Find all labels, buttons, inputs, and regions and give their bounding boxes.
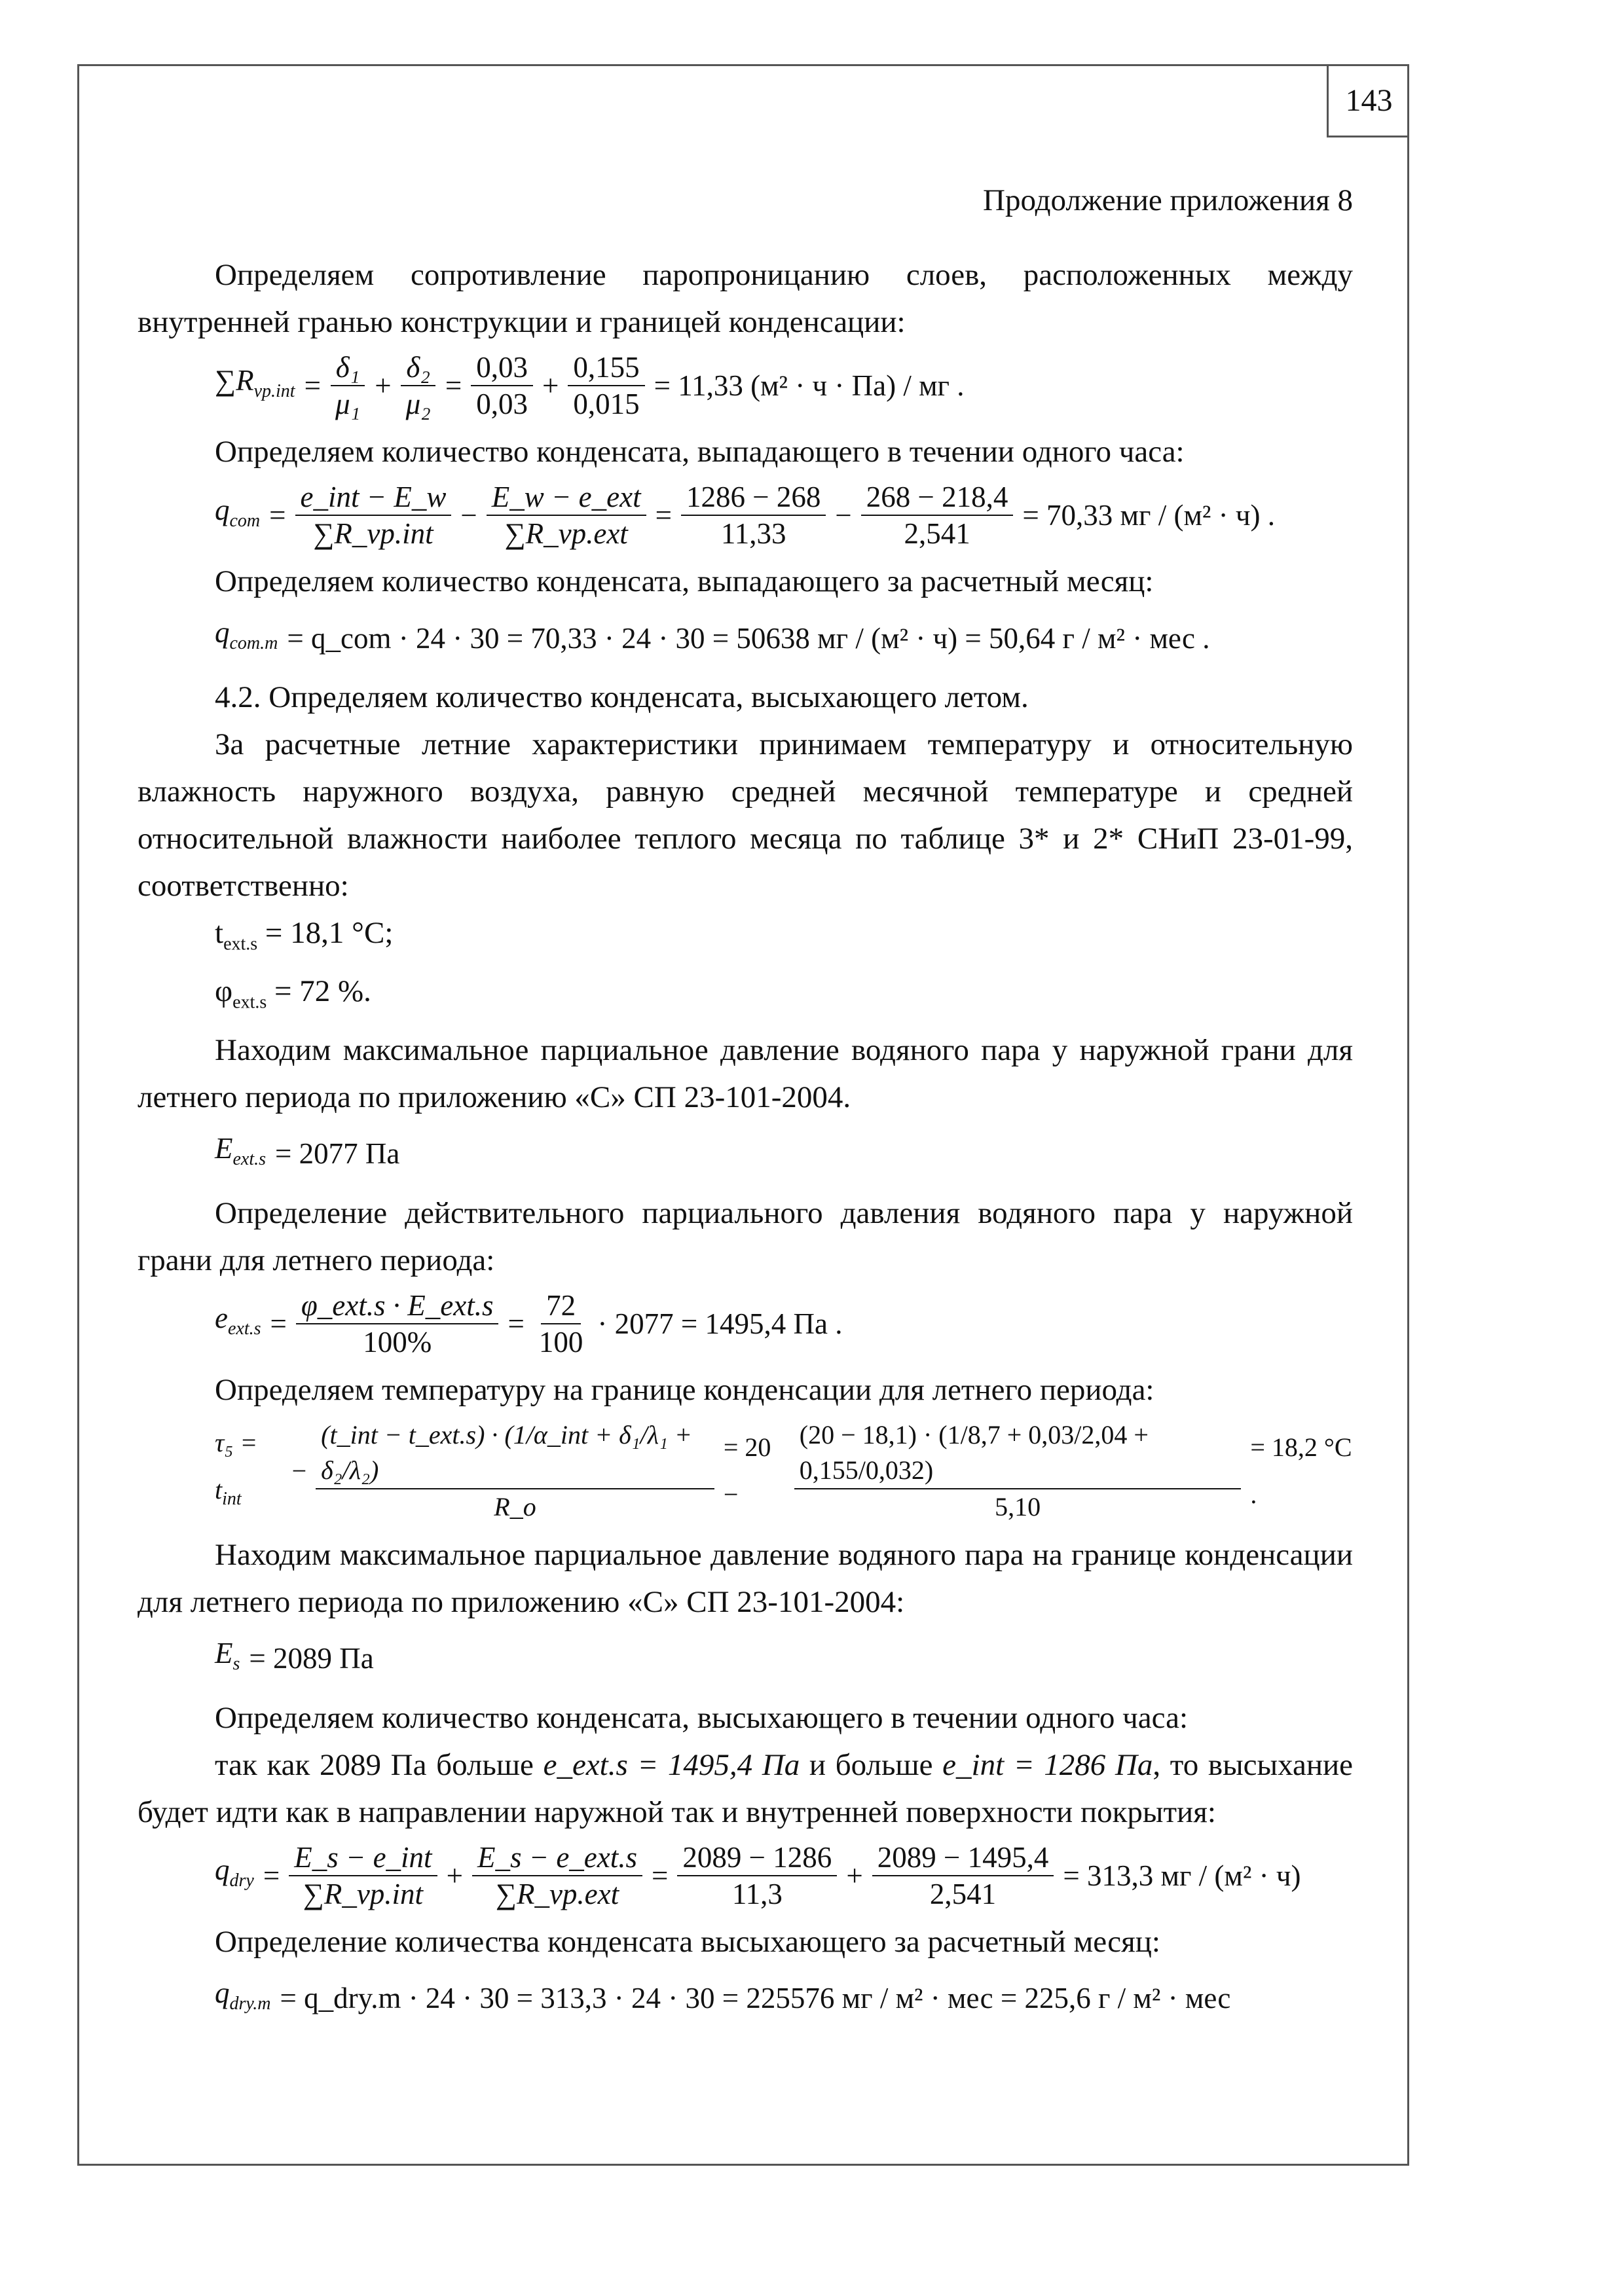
equation-tau: $\tau_5 = t_{int}$ − $\frac{\text{(t\_int − t\_ext.s) · (1/α\_int + δ₁/λ₁ + δ₂/λ₂)}}{R\_o}$ = 20 − $\frac{(20 - 18,1) \cdot (1/8,7 + 0,03/2,04 + 0,155/0,032)}{5,10}$ = 18,2 °C . xyxy=(215,1417,1353,1525)
equation-dry-month: $q_{dry.m}$ = q_dry.m · 24 · 30 = 313,3 · 24 · 30 = 225576 мг / м² · мес = 225,6 г / м² · мес xyxy=(215,1976,1231,2015)
equation-resistance: $\sum R_{vp.int}$ = $\frac{\text{δ₁}}{\text{μ₁}}$ + $\frac{\text{δ₂}}{\text{μ₂}}$ = $\frac{0,03}{0,03}$ + $\frac{0,155}{0,015}$ = 11,33 (м² · ч · Па) / мг . xyxy=(215,351,965,420)
page-content xyxy=(138,177,1353,2034)
paragraph: Определяем количество конденсата, высыхающего в течении одного часа: xyxy=(215,1700,1189,1735)
equation-condensate-hour: $q_{com}$ = $\frac{\text{e\_int − E\_w}}{\text{∑R\_vp.int}}$ − $\frac{\text{E\_w − e\_ext}}{\text{∑R\_vp.ext}}$ = $\frac{1286 - 268}{11,33}$ − $\frac{268 - 218,4}{2,541}$ = 70,33 мг / (м² · ч) . xyxy=(215,481,1276,550)
paragraph: Определяем количество конденсата, выпадающего в течении одного часа: xyxy=(215,435,1185,469)
equation-condensate-month: $q_{com.m}$ = q_com · 24 · 30 = 70,33 · 24 · 30 = 50638 мг / (м² · ч) = 50,64 г / м² · мес . xyxy=(215,616,1210,655)
equation-E-s: $E_s$ = 2089 Па xyxy=(215,1636,374,1675)
equation-E-ext: $E_{ext.s}$ = 2077 Па xyxy=(215,1131,400,1171)
paragraph: Определение действительного парциального давления водяного пара у наружной грани для летнего периода: xyxy=(138,1195,1353,1277)
phi-ext-value: $\varphi_{ext.s} = 72$ %. xyxy=(215,974,371,1013)
paragraph: За расчетные летние характеристики принимаем температуру и относительную влажность наружного воздуха, равную средней месячной температуре и средней относительной влажности наиболее теплого месяца по таблице 3* и 2* СНиП 23-01-99, соответственно: xyxy=(138,727,1353,903)
paragraph: Находим максимальное парциальное давление водяного пара на границе конденсации для летнего периода по приложению «С» СП 23-101-2004: xyxy=(138,1537,1353,1619)
paragraph: Определяем сопротивление паропроницанию слоев, расположенных между внутренней гранью конструкции и границей конденсации: xyxy=(138,258,1353,339)
t-ext-value: $t_{ext.s} = 18,1$ °C; xyxy=(215,916,394,955)
paragraph: Определение количества конденсата высыхающего за расчетный месяц: xyxy=(215,1924,1160,1959)
paragraph: Определяем количество конденсата, выпадающего за расчетный месяц: xyxy=(215,564,1154,598)
paragraph: 4.2. Определяем количество конденсата, высыхающего летом. xyxy=(215,680,1029,714)
page-header: Продолжение приложения 8 xyxy=(983,183,1353,217)
paragraph: Определяем температуру на границе конденсации для летнего периода: xyxy=(215,1372,1154,1407)
paragraph: так как 2089 Па больше e_ext.s = 1495,4 Па и больше e_int = 1286 Па, то высыхание будет идти как в направлении наружной так и внутренней поверхности покрытия: xyxy=(138,1747,1354,1829)
page-number: 143 xyxy=(1327,64,1409,137)
equation-e-ext: $e_{ext.s}$ = $\frac{\text{φ\_ext.s · E\_ext.s}}{100\%}$ = $\frac{72}{100}$ · 2077 = 1495,4 Па . xyxy=(215,1288,843,1358)
equation-dry-hour: $q_{dry}$ = $\frac{\text{E\_s − e\_int}}{\text{∑R\_vp.int}}$ + $\frac{\text{E\_s − e\_ext.s}}{\text{∑R\_vp.ext}}$ = $\frac{2089 - 1286}{11,3}$ + $\frac{2089 - 1495,4}{2,541}$ = 313,3 мг / (м² · ч) xyxy=(215,1840,1301,1910)
paragraph: Находим максимальное парциальное давление водяного пара у наружной грани для летнего периода по приложению «С» СП 23-101-2004. xyxy=(138,1032,1353,1114)
